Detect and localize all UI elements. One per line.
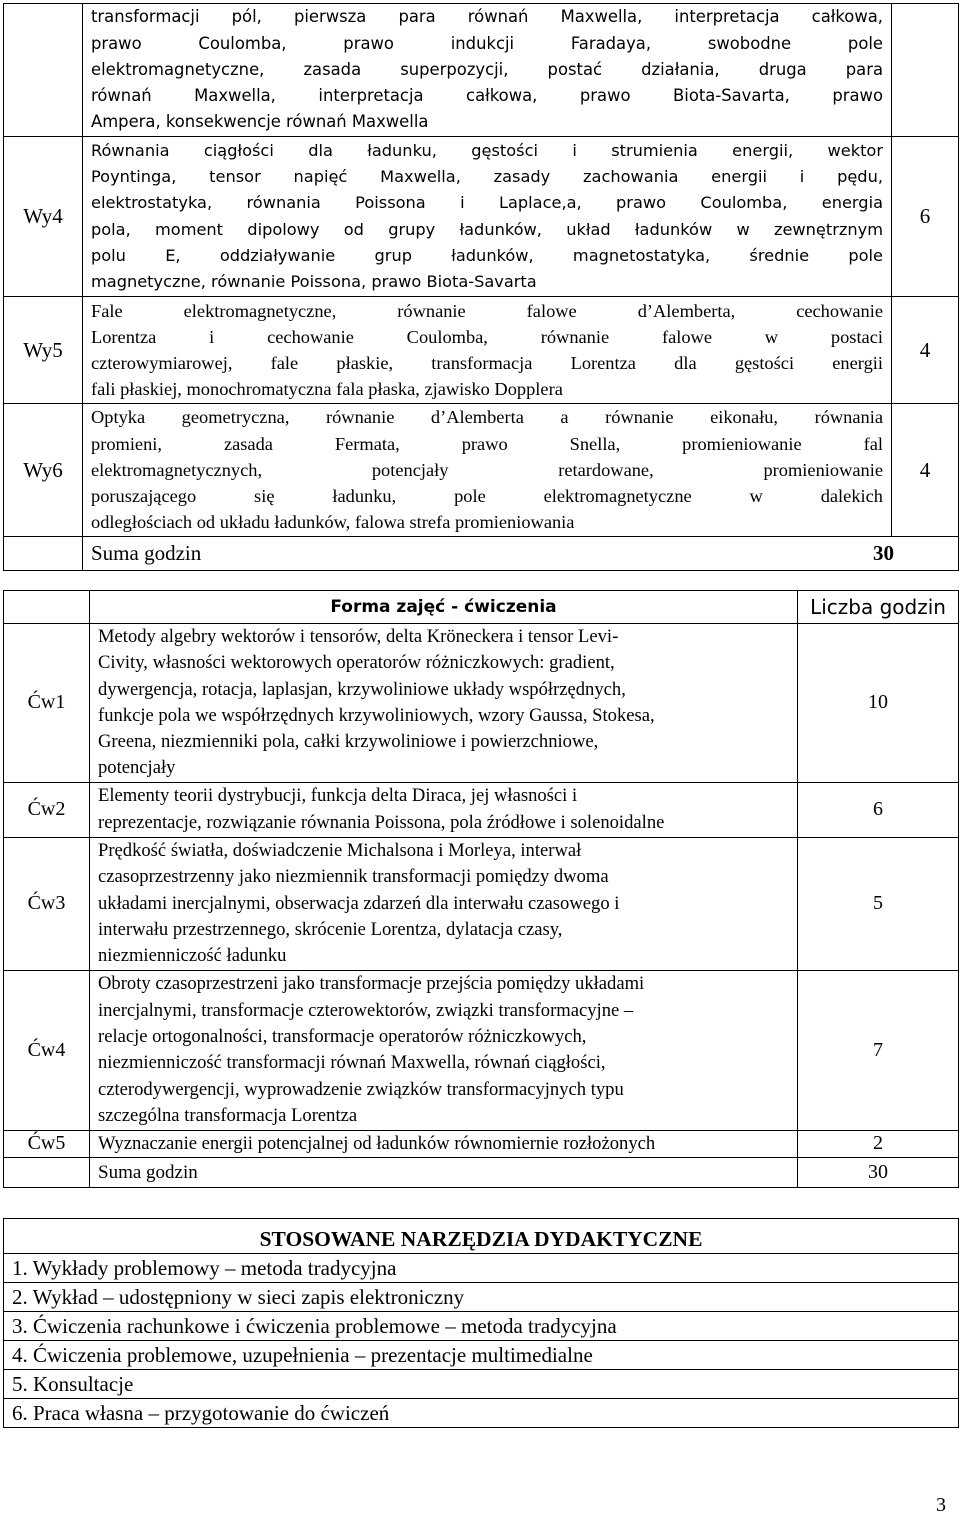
row-hours: 5 xyxy=(798,837,959,970)
topic-line: Lorentza i cechowanie Coulomba, równanie falowe w postaci xyxy=(91,326,883,347)
row-hours: 4 xyxy=(892,404,959,537)
table-row xyxy=(4,624,959,783)
page-number: 3 xyxy=(936,1494,946,1516)
tool-item: 1. Wykłady problemowy – metoda tradycyjna xyxy=(4,1254,959,1283)
topic-line: relacje ortogonalności, transformacje operatorów różniczkowych, xyxy=(98,1025,587,1047)
topic-line: transformacji pól, pierwsza para równań Maxwella, interpretacja całkowa, xyxy=(91,7,883,27)
row-code: Wy4 xyxy=(4,137,83,297)
row-hours: 6 xyxy=(798,782,959,837)
topic-line: Metody algebry wektorów i tensorów, delta Kröneckera i tensor Levi- xyxy=(98,626,619,647)
row-code: Wy6 xyxy=(4,404,83,537)
topic-line: Fale elektromagnetyczne, równanie falowe d’Alemberta, cechowanie xyxy=(91,300,883,321)
topic-line: elektrostatyka, równania Poissona i Laplace,a, prawo Coulomba, energia xyxy=(91,193,883,213)
topic-line: niezmienniczość ładunku xyxy=(98,945,287,967)
table-row xyxy=(4,782,959,837)
row-hours: 7 xyxy=(798,970,959,1130)
topic-line: elektromagnetycznych, potencjały retardowane, promieniowanie xyxy=(91,459,883,480)
topic-line: Poyntinga, tensor napięć Maxwella, zasady zachowania energii i pędu, xyxy=(91,167,883,187)
tool-item: 2. Wykład – udostępniony w sieci zapis elektroniczny xyxy=(4,1283,959,1312)
total-row xyxy=(4,1158,959,1188)
header-code-cell xyxy=(4,591,90,624)
tools-table xyxy=(3,1218,959,1428)
total-spacer xyxy=(4,537,83,571)
row-code: Wy5 xyxy=(4,297,83,404)
table-row xyxy=(4,297,959,404)
topic-line: Elementy teorii dystrybucji, funkcja delta Diraca, jej własności i xyxy=(98,785,578,807)
row-topics-cell xyxy=(90,782,798,837)
total-spacer xyxy=(4,1158,90,1188)
row-hours: 2 xyxy=(798,1130,959,1157)
row-topics-cell xyxy=(83,4,892,137)
tool-item: 4. Ćwiczenia problemowe, uzupełnienia – prezentacje multimedialne xyxy=(4,1341,959,1370)
table-row xyxy=(4,137,959,297)
list-item xyxy=(4,1283,959,1312)
topic-line: Równania ciągłości dla ładunku, gęstości i strumienia energii, wektor xyxy=(91,140,883,160)
table-row xyxy=(4,404,959,537)
row-topics-cell xyxy=(90,837,798,970)
table-row xyxy=(4,1130,959,1157)
exercise-table xyxy=(3,590,959,1188)
topic-line: dywergencja, rotacja, laplasjan, krzywoliniowe układy współrzędnych, xyxy=(98,678,626,700)
topic-line: szczególna transformacja Lorentza xyxy=(98,1104,358,1126)
topic-line: inercjalnymi, transformacje czterowektorów, związki transformacyjne – xyxy=(98,999,634,1021)
topic-line: Greena, niezmienniki pola, całki krzywoliniowe i powierzchniowe, xyxy=(98,731,599,753)
topic-line: odległościach od układu ładunków, falowa strefa promieniowania xyxy=(91,512,575,533)
topic-line: funkcje pola we współrzędnych krzywoliniowych, wzory Gaussa, Stokesa, xyxy=(98,704,655,726)
table-row xyxy=(4,4,959,137)
topic-line: prawo Coulomba, prawo indukcji Faradaya, swobodne pole xyxy=(91,33,883,53)
row-topics-cell xyxy=(83,137,892,297)
header-row xyxy=(4,591,959,624)
row-code-cell xyxy=(4,4,83,137)
row-topics-cell xyxy=(90,624,798,783)
topic-line: interwału przestrzennego, skrócenie Lorentza, dylatacja czasy, xyxy=(98,918,563,940)
tool-item: 6. Praca własna – przygotowanie do ćwiczeń xyxy=(4,1399,959,1428)
table-row xyxy=(4,837,959,970)
tool-item: 5. Konsultacje xyxy=(4,1370,959,1399)
total-cell xyxy=(83,537,959,571)
list-item xyxy=(4,1254,959,1283)
row-hours: 10 xyxy=(798,624,959,783)
total-label: Suma godzin xyxy=(90,1158,798,1188)
header-form: Forma zajęć - ćwiczenia xyxy=(90,591,798,624)
row-hours: 4 xyxy=(892,297,959,404)
topic-line: potencjały xyxy=(98,757,176,779)
tools-title: STOSOWANE NARZĘDZIA DYDAKTYCZNE xyxy=(4,1219,959,1254)
list-item xyxy=(4,1399,959,1428)
total-label: Suma godzin xyxy=(91,541,202,565)
topic-line: równań Maxwella, interpretacja całkowa, prawo Biota-Savarta, prawo xyxy=(91,86,883,106)
topic-line: Wyznaczanie energii potencjalnej od ładunków równomiernie rozłożonych xyxy=(98,1132,656,1154)
total-value: 30 xyxy=(798,1158,959,1188)
topic-line: Civity, własności wektorowych operatorów różniczkowych: gradient, xyxy=(98,652,615,674)
topic-line: magnetyczne, równanie Poissona, prawo Biota-Savarta xyxy=(91,271,537,291)
row-topics-cell xyxy=(90,970,798,1130)
topic-line: polu E, oddziaływanie grup ładunków, magnetostatyka, średnie pole xyxy=(91,245,883,265)
row-code: Ćw5 xyxy=(4,1130,90,1157)
topic-line: pola, moment dipolowy od grupy ładunków, układ ładunków w zewnętrznym xyxy=(91,219,883,239)
row-hours: 6 xyxy=(892,137,959,297)
topic-line: poruszającego się ładunku, pole elektromagnetyczne w dalekich xyxy=(91,486,883,507)
header-hours: Liczba godzin xyxy=(798,591,959,624)
topic-line: czasoprzestrzenny jako niezmiennik transformacji pomiędzy dwoma xyxy=(98,866,609,888)
row-code: Ćw4 xyxy=(4,970,90,1130)
topic-line: Prędkość światła, doświadczenie Michalsona i Morleya, interwał xyxy=(98,840,582,862)
topic-line: czterodywergencji, wyprowadzenie związków transformacyjnych typu xyxy=(98,1078,624,1100)
total-value: 30 xyxy=(873,541,894,565)
list-item xyxy=(4,1341,959,1370)
list-item xyxy=(4,1370,959,1399)
table-row xyxy=(4,970,959,1130)
row-code: Ćw3 xyxy=(4,837,90,970)
row-code: Ćw1 xyxy=(4,624,90,783)
topic-line: układami inercjalnymi, obserwacja zdarzeń dla interwału czasowego i xyxy=(98,892,620,914)
row-topics-cell xyxy=(90,1130,798,1157)
row-topics-cell xyxy=(83,297,892,404)
topic-line: reprezentacje, rozwiązanie równania Poissona, pola źródłowe i solenoidalne xyxy=(98,811,665,833)
topic-line: Ampera, konsekwencje równań Maxwella xyxy=(91,112,429,132)
total-row xyxy=(4,537,959,571)
topic-line: fali płaskiej, monochromatyczna fala płaska, zjawisko Dopplera xyxy=(91,379,563,400)
tool-item: 3. Ćwiczenia rachunkowe i ćwiczenia problemowe – metoda tradycyjna xyxy=(4,1312,959,1341)
list-item xyxy=(4,1312,959,1341)
row-code: Ćw2 xyxy=(4,782,90,837)
tools-title-row xyxy=(4,1219,959,1254)
topic-line: Obroty czasoprzestrzeni jako transformacje przejścia pomiędzy układami xyxy=(98,973,645,995)
lecture-table xyxy=(3,3,959,571)
row-hours-cell xyxy=(892,4,959,137)
topic-line: czterowymiarowej, fale płaskie, transformacja Lorentza dla gęstości energii xyxy=(91,353,883,373)
topic-line: niezmienniczość transformacji równań Maxwella, równań ciągłości, xyxy=(98,1052,606,1074)
topic-line: elektromagnetyczne, zasada superpozycji, postać działania, druga para xyxy=(91,59,883,79)
topic-line: promieni, zasada Fermata, prawo Snella, promieniowanie fal xyxy=(91,433,883,454)
row-topics-cell xyxy=(83,404,892,537)
topic-line: Optyka geometryczna, równanie d’Alemberta a równanie eikonału, równania xyxy=(91,407,883,428)
